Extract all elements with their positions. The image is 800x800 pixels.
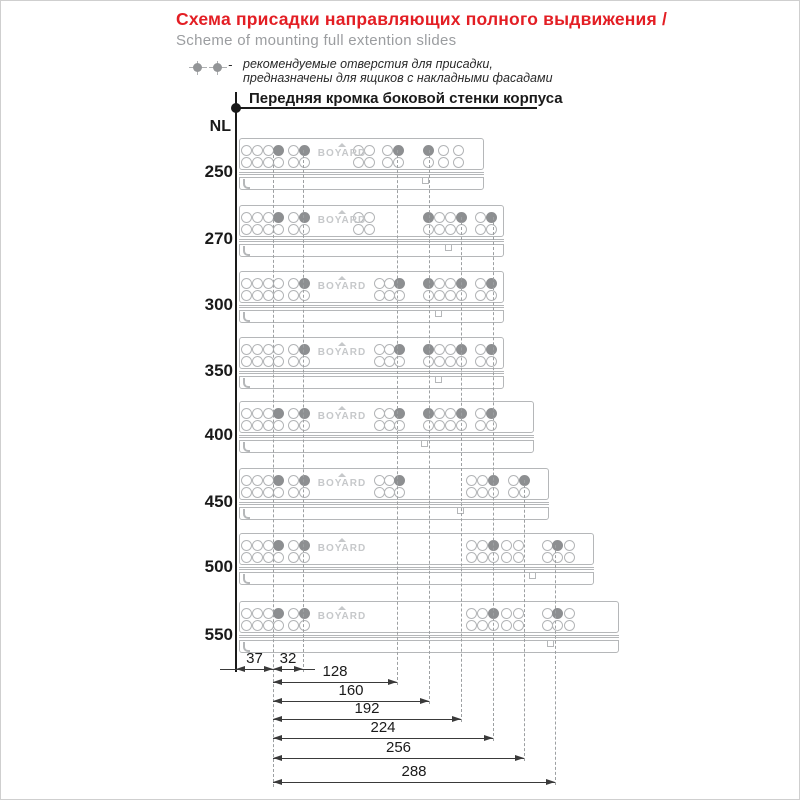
hole-axis-dashed-line bbox=[555, 545, 556, 785]
slide-outer-rail bbox=[239, 337, 504, 369]
mounting-hole bbox=[475, 278, 486, 289]
dimension-arrow-right bbox=[546, 779, 555, 785]
mounting-hole bbox=[288, 487, 299, 498]
recommended-hole bbox=[273, 540, 284, 551]
mounting-hole bbox=[445, 224, 456, 235]
slide-row-350 bbox=[239, 337, 504, 389]
mounting-hole bbox=[241, 475, 252, 486]
inner-rail-notch bbox=[435, 377, 442, 383]
slide-row-270 bbox=[239, 205, 504, 257]
logo-crown-icon bbox=[338, 538, 346, 542]
mounting-hole bbox=[513, 620, 524, 631]
mounting-hole bbox=[252, 290, 263, 301]
mounting-hole bbox=[252, 608, 263, 619]
mounting-hole bbox=[466, 475, 477, 486]
brand-logo: BOYARD bbox=[317, 478, 367, 489]
dimension-value: 32 bbox=[279, 650, 297, 667]
inner-rail-hook bbox=[243, 246, 250, 256]
slide-outer-rail bbox=[239, 401, 534, 433]
mounting-hole bbox=[394, 487, 405, 498]
inner-rail-notch bbox=[422, 178, 429, 184]
mounting-hole bbox=[434, 212, 445, 223]
mounting-hole bbox=[288, 408, 299, 419]
mounting-hole bbox=[288, 356, 299, 367]
mounting-hole bbox=[241, 620, 252, 631]
mounting-hole bbox=[252, 157, 263, 168]
mounting-hole bbox=[445, 344, 456, 355]
recommended-hole bbox=[273, 212, 284, 223]
mounting-hole bbox=[513, 552, 524, 563]
mounting-hole bbox=[382, 145, 393, 156]
mounting-hole bbox=[288, 224, 299, 235]
dimension-value: 224 bbox=[370, 719, 396, 736]
mounting-hole bbox=[288, 290, 299, 301]
inner-rail-notch bbox=[445, 245, 452, 251]
slide-inner-rail bbox=[239, 376, 504, 389]
slide-length-label: 500 bbox=[204, 557, 233, 576]
mounting-hole bbox=[252, 540, 263, 551]
mounting-hole bbox=[252, 356, 263, 367]
mounting-hole bbox=[501, 608, 512, 619]
inner-rail-hook bbox=[243, 378, 250, 388]
mounting-hole bbox=[508, 487, 519, 498]
mounting-hole bbox=[252, 145, 263, 156]
dimension-value: 128 bbox=[322, 663, 348, 680]
dimension-arrow-left bbox=[273, 735, 282, 741]
mounting-hole bbox=[273, 620, 284, 631]
mounting-hole bbox=[445, 408, 456, 419]
mounting-hole bbox=[241, 278, 252, 289]
mounting-hole bbox=[475, 344, 486, 355]
mounting-hole bbox=[273, 344, 284, 355]
inner-rail-hook bbox=[243, 179, 250, 189]
dimension-arrow-left bbox=[273, 755, 282, 761]
recommended-hole bbox=[273, 408, 284, 419]
logo-crown-icon bbox=[338, 406, 346, 410]
hole-axis-dashed-line bbox=[461, 217, 462, 722]
mounting-hole bbox=[241, 157, 252, 168]
mounting-hole bbox=[241, 552, 252, 563]
slide-outer-rail bbox=[239, 468, 549, 500]
dimension-arrow-right bbox=[420, 698, 429, 704]
hole-axis-dashed-line bbox=[429, 150, 430, 704]
mounting-hole bbox=[466, 552, 477, 563]
dimension-line bbox=[273, 782, 555, 783]
recommended-hole bbox=[394, 408, 405, 419]
legend-line-1: рекомендуемые отверстия для присадки, bbox=[243, 57, 493, 71]
slide-inner-rail bbox=[239, 572, 594, 585]
mounting-hole bbox=[252, 408, 263, 419]
mounting-hole bbox=[394, 356, 405, 367]
slide-row-300 bbox=[239, 271, 504, 323]
front-edge-underline bbox=[236, 107, 537, 109]
mounting-hole bbox=[501, 552, 512, 563]
recommended-hole bbox=[273, 475, 284, 486]
mounting-hole bbox=[552, 620, 563, 631]
slide-row-400 bbox=[239, 401, 534, 453]
recommended-hole bbox=[486, 344, 497, 355]
mounting-hole bbox=[434, 344, 445, 355]
mounting-hole bbox=[288, 540, 299, 551]
mounting-hole bbox=[445, 420, 456, 431]
mounting-hole bbox=[486, 420, 497, 431]
mounting-hole bbox=[438, 157, 449, 168]
hole-axis-dashed-line bbox=[303, 150, 304, 672]
slide-row-500 bbox=[239, 533, 594, 585]
mounting-hole bbox=[564, 620, 575, 631]
mounting-hole bbox=[273, 278, 284, 289]
mounting-hole bbox=[241, 420, 252, 431]
mounting-hole bbox=[486, 224, 497, 235]
slide-inner-rail bbox=[239, 177, 484, 190]
recommended-hole bbox=[552, 608, 563, 619]
mounting-hole bbox=[434, 356, 445, 367]
dimension-arrow-left bbox=[273, 716, 282, 722]
recommended-hole bbox=[552, 540, 563, 551]
dimension-value: 288 bbox=[401, 763, 427, 780]
mounting-hole bbox=[252, 224, 263, 235]
mounting-hole bbox=[288, 278, 299, 289]
mounting-hole bbox=[288, 620, 299, 631]
dimension-arrow-left bbox=[273, 779, 282, 785]
mounting-hole bbox=[438, 145, 449, 156]
mounting-hole bbox=[393, 157, 404, 168]
drill-hole-crosshair-icon bbox=[209, 61, 227, 75]
slide-middle-rail bbox=[239, 502, 549, 505]
recommended-hole bbox=[486, 408, 497, 419]
mounting-hole bbox=[445, 212, 456, 223]
dimension-value: 256 bbox=[385, 739, 412, 756]
mounting-hole bbox=[477, 475, 488, 486]
mounting-hole bbox=[252, 278, 263, 289]
dimension-value: 160 bbox=[338, 682, 364, 699]
mounting-hole bbox=[252, 620, 263, 631]
dimension-line bbox=[273, 758, 524, 759]
crosshair-dot bbox=[213, 63, 222, 72]
slide-length-label: 250 bbox=[204, 162, 233, 181]
recommended-hole bbox=[393, 145, 404, 156]
legend-dash: - bbox=[228, 57, 233, 72]
mounting-hole bbox=[273, 224, 284, 235]
brand-logo: BOYARD bbox=[317, 281, 367, 292]
front-edge-label: Передняя кромка боковой стенки корпуса bbox=[249, 90, 563, 107]
mounting-hole bbox=[273, 290, 284, 301]
mounting-hole bbox=[477, 487, 488, 498]
inner-rail-notch bbox=[421, 441, 428, 447]
recommended-hole bbox=[273, 145, 284, 156]
mounting-hole bbox=[434, 224, 445, 235]
page-subtitle: Scheme of mounting full extention slides bbox=[176, 32, 457, 49]
mounting-hole bbox=[394, 420, 405, 431]
mounting-hole bbox=[466, 540, 477, 551]
crosshair-dot bbox=[193, 63, 202, 72]
mounting-hole bbox=[273, 356, 284, 367]
mounting-hole bbox=[252, 487, 263, 498]
brand-logo: BOYARD bbox=[317, 148, 367, 159]
mounting-hole bbox=[477, 552, 488, 563]
brand-logo: BOYARD bbox=[317, 611, 367, 622]
slide-middle-rail bbox=[239, 567, 594, 570]
mounting-hole bbox=[475, 408, 486, 419]
logo-crown-icon bbox=[338, 143, 346, 147]
mounting-hole bbox=[288, 475, 299, 486]
mounting-hole bbox=[241, 540, 252, 551]
mounting-hole bbox=[552, 552, 563, 563]
mounting-hole bbox=[273, 157, 284, 168]
inner-rail-hook bbox=[243, 442, 250, 452]
brand-logo: BOYARD bbox=[317, 215, 367, 226]
mounting-hole bbox=[288, 552, 299, 563]
mounting-hole bbox=[241, 145, 252, 156]
slide-outer-rail bbox=[239, 205, 504, 237]
mounting-hole bbox=[241, 487, 252, 498]
dimension-arrow-left bbox=[273, 679, 282, 685]
mounting-hole bbox=[288, 145, 299, 156]
slide-length-label: 350 bbox=[204, 361, 233, 380]
mounting-hole bbox=[241, 408, 252, 419]
mounting-hole bbox=[241, 344, 252, 355]
dimension-value: 37 bbox=[246, 650, 263, 667]
brand-logo: BOYARD bbox=[317, 347, 367, 358]
dimension-arrow-right bbox=[388, 679, 397, 685]
slide-inner-rail bbox=[239, 310, 504, 323]
mounting-hole bbox=[288, 157, 299, 168]
slide-outer-rail bbox=[239, 271, 504, 303]
hole-axis-dashed-line bbox=[397, 150, 398, 685]
mounting-hole bbox=[434, 278, 445, 289]
slide-row-450 bbox=[239, 468, 549, 520]
mounting-hole bbox=[445, 278, 456, 289]
mounting-hole bbox=[466, 620, 477, 631]
legend-line-2: предназначены для ящиков с накладными фасадами bbox=[243, 71, 553, 85]
mounting-hole bbox=[477, 540, 488, 551]
inner-rail-hook bbox=[243, 509, 250, 519]
front-edge-vertical-line bbox=[235, 108, 237, 672]
slide-middle-rail bbox=[239, 172, 484, 175]
slide-middle-rail bbox=[239, 305, 504, 308]
dimension-line bbox=[273, 669, 303, 670]
dimension-arrow-right bbox=[452, 716, 461, 722]
hole-axis-dashed-line bbox=[524, 480, 525, 761]
mounting-hole bbox=[382, 157, 393, 168]
slide-row-250 bbox=[239, 138, 484, 190]
mounting-hole bbox=[434, 408, 445, 419]
slide-inner-rail bbox=[239, 440, 534, 453]
page-title: Схема присадки направляющих полного выдвижения / bbox=[176, 9, 668, 29]
mounting-hole bbox=[564, 608, 575, 619]
mounting-hole bbox=[501, 620, 512, 631]
mounting-hole bbox=[252, 475, 263, 486]
slide-length-label: 400 bbox=[204, 425, 233, 444]
mounting-hole bbox=[477, 608, 488, 619]
recommended-hole bbox=[394, 278, 405, 289]
mounting-hole bbox=[252, 212, 263, 223]
brand-logo: BOYARD bbox=[317, 411, 367, 422]
logo-crown-icon bbox=[338, 276, 346, 280]
mounting-hole bbox=[475, 212, 486, 223]
slide-middle-rail bbox=[239, 435, 534, 438]
hole-axis-dashed-line bbox=[273, 150, 274, 787]
slide-inner-rail bbox=[239, 244, 504, 257]
recommended-hole bbox=[394, 475, 405, 486]
logo-crown-icon bbox=[338, 473, 346, 477]
inner-rail-notch bbox=[529, 573, 536, 579]
mounting-hole bbox=[273, 552, 284, 563]
dimension-line bbox=[236, 669, 273, 670]
inner-rail-notch bbox=[547, 641, 554, 647]
mounting-hole bbox=[252, 552, 263, 563]
recommended-hole bbox=[394, 344, 405, 355]
mounting-hole bbox=[513, 540, 524, 551]
slide-length-label: 270 bbox=[204, 229, 233, 248]
mounting-hole bbox=[288, 420, 299, 431]
mounting-hole bbox=[288, 608, 299, 619]
mounting-hole bbox=[453, 157, 464, 168]
dimension-arrow-right bbox=[484, 735, 493, 741]
recommended-hole bbox=[486, 212, 497, 223]
mounting-hole bbox=[475, 224, 486, 235]
slide-inner-rail bbox=[239, 507, 549, 520]
inner-rail-hook bbox=[243, 574, 250, 584]
mounting-hole bbox=[434, 290, 445, 301]
drill-hole-crosshair-icon bbox=[189, 61, 207, 75]
slide-middle-rail bbox=[239, 371, 504, 374]
slide-length-label: 550 bbox=[204, 625, 233, 644]
recommended-hole bbox=[273, 608, 284, 619]
mounting-hole bbox=[241, 290, 252, 301]
mounting-hole bbox=[252, 420, 263, 431]
mounting-hole bbox=[434, 420, 445, 431]
mounting-hole bbox=[241, 356, 252, 367]
slide-outer-rail bbox=[239, 138, 484, 170]
logo-crown-icon bbox=[338, 606, 346, 610]
slide-length-label: 300 bbox=[204, 295, 233, 314]
inner-rail-hook bbox=[243, 312, 250, 322]
brand-logo: BOYARD bbox=[317, 543, 367, 554]
mounting-hole bbox=[241, 608, 252, 619]
nominal-length-header: NL bbox=[209, 118, 231, 135]
legend-text bbox=[243, 57, 553, 85]
dimension-arrow-left bbox=[273, 698, 282, 704]
mounting-hole bbox=[475, 420, 486, 431]
mounting-hole bbox=[508, 475, 519, 486]
slide-length-label: 450 bbox=[204, 492, 233, 511]
mounting-hole bbox=[445, 290, 456, 301]
hole-axis-dashed-line bbox=[493, 217, 494, 741]
mounting-hole bbox=[475, 290, 486, 301]
dimension-arrow-right bbox=[515, 755, 524, 761]
mounting-hole bbox=[241, 224, 252, 235]
dimension-value: 192 bbox=[354, 700, 380, 717]
recommended-hole bbox=[486, 278, 497, 289]
mounting-hole bbox=[501, 540, 512, 551]
mounting-hole bbox=[477, 620, 488, 631]
mounting-hole bbox=[288, 344, 299, 355]
mounting-hole bbox=[466, 608, 477, 619]
slide-outer-rail bbox=[239, 533, 594, 565]
mounting-hole bbox=[453, 145, 464, 156]
inner-rail-notch bbox=[435, 311, 442, 317]
mounting-hole bbox=[288, 212, 299, 223]
mounting-hole bbox=[486, 356, 497, 367]
mounting-hole bbox=[252, 344, 263, 355]
slide-middle-rail bbox=[239, 239, 504, 242]
mounting-hole bbox=[513, 608, 524, 619]
mounting-hole bbox=[273, 420, 284, 431]
mounting-hole bbox=[486, 290, 497, 301]
logo-crown-icon bbox=[338, 342, 346, 346]
mounting-hole bbox=[466, 487, 477, 498]
mounting-hole bbox=[241, 212, 252, 223]
logo-crown-icon bbox=[338, 210, 346, 214]
mounting-hole bbox=[445, 356, 456, 367]
mounting-hole bbox=[564, 552, 575, 563]
mounting-hole bbox=[273, 487, 284, 498]
mounting-hole bbox=[475, 356, 486, 367]
dimension-tail bbox=[220, 669, 236, 670]
mounting-hole bbox=[394, 290, 405, 301]
mounting-hole bbox=[564, 540, 575, 551]
